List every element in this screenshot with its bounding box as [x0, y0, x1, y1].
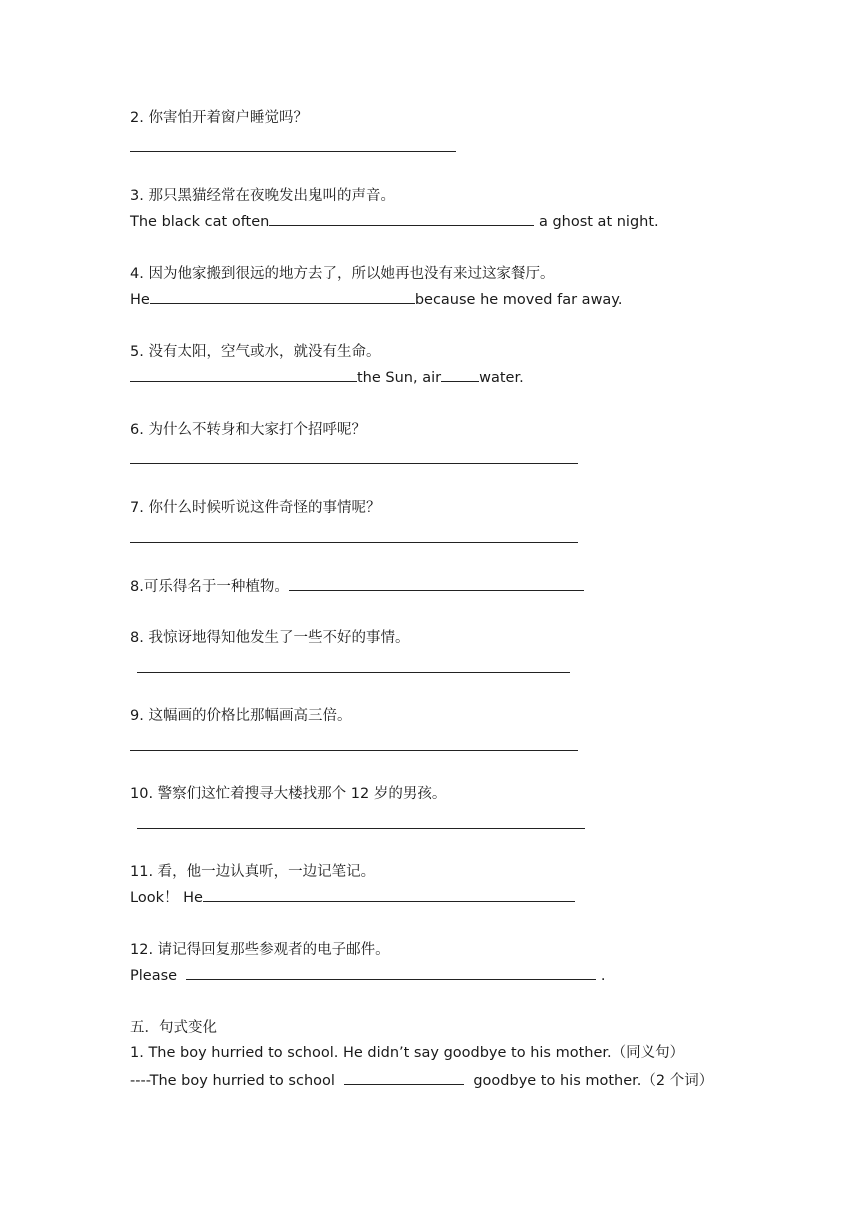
answer-line-10[interactable] — [137, 828, 585, 829]
question-4-prompt: 4. 因为他家搬到很远的地方去了，所以她再也没有来过这家餐厅。 — [130, 266, 555, 282]
answer-blank-11[interactable] — [203, 887, 575, 902]
answer-blank-5b[interactable] — [441, 367, 479, 382]
section-5-title: 五．句式变化 — [130, 1020, 217, 1036]
question-11-prefix: Look！ He — [130, 890, 203, 906]
section-5-answer-row — [130, 1070, 713, 1091]
answer-line-9[interactable] — [130, 750, 578, 751]
question-8a-prompt: 8.可乐得名于一种植物。 — [130, 579, 289, 595]
question-3-suffix: a ghost at night. — [534, 214, 659, 230]
question-12-prefix: Please — [130, 968, 178, 984]
question-4-answer-row — [130, 289, 622, 310]
answer-line-6[interactable] — [130, 463, 578, 464]
answer-line-7[interactable] — [130, 542, 578, 543]
question-8b-prompt: 8. 我惊讶地得知他发生了一些不好的事情。 — [130, 630, 410, 646]
answer-blank-3[interactable] — [269, 211, 534, 226]
question-4-suffix: because he moved far away. — [414, 292, 623, 308]
question-3-prompt: 3. 那只黑猫经常在夜晚发出鬼叫的声音。 — [130, 188, 395, 204]
question-11-answer-row — [130, 887, 575, 908]
question-4-prefix: He — [130, 292, 150, 308]
question-5-mid1: the Sun, air — [357, 370, 442, 386]
question-3-answer-row — [130, 211, 659, 232]
question-7-prompt: 7. 你什么时候听说这件奇怪的事情呢？ — [130, 500, 381, 516]
question-6-prompt: 6. 为什么不转身和大家打个招呼呢？ — [130, 422, 366, 438]
question-8a-answer-row — [130, 576, 584, 597]
answer-blank-5a[interactable] — [130, 367, 357, 382]
question-5-mid2: water. — [479, 370, 524, 386]
answer-line-2[interactable] — [130, 151, 456, 152]
answer-blank-12[interactable] — [186, 965, 596, 980]
question-5-answer-row — [130, 367, 524, 388]
answer-blank-8a[interactable] — [289, 576, 584, 591]
question-12-answer-row — [130, 965, 606, 986]
answer-blank-s5-1[interactable] — [344, 1070, 464, 1085]
question-9-prompt: 9. 这幅画的价格比那幅画高三倍。 — [130, 708, 352, 724]
question-3-prefix: The black cat often — [130, 214, 270, 230]
question-2-prompt: 2. 你害怕开着窗户睡觉吗？ — [130, 110, 308, 126]
question-5-prompt: 5. 没有太阳，空气或水，就没有生命。 — [130, 344, 381, 360]
question-11-prompt: 11. 看，他一边认真听，一边记笔记。 — [130, 864, 376, 880]
question-12-suffix: . — [596, 968, 606, 984]
section-5-answer-suffix: goodbye to his mother.（2 个词） — [473, 1073, 714, 1089]
section-5-question-1: 1. The boy hurried to school. He didn’t say goodbye to his mother.（同义句） — [130, 1045, 685, 1061]
answer-line-8b[interactable] — [137, 672, 570, 673]
answer-blank-4[interactable] — [150, 289, 415, 304]
question-10-prompt: 10. 警察们这忙着搜寻大楼找那个 12 岁的男孩。 — [130, 786, 447, 802]
section-5-answer-prefix: ----The boy hurried to school — [130, 1073, 340, 1089]
question-12-prompt: 12. 请记得回复那些参观者的电子邮件。 — [130, 942, 390, 958]
